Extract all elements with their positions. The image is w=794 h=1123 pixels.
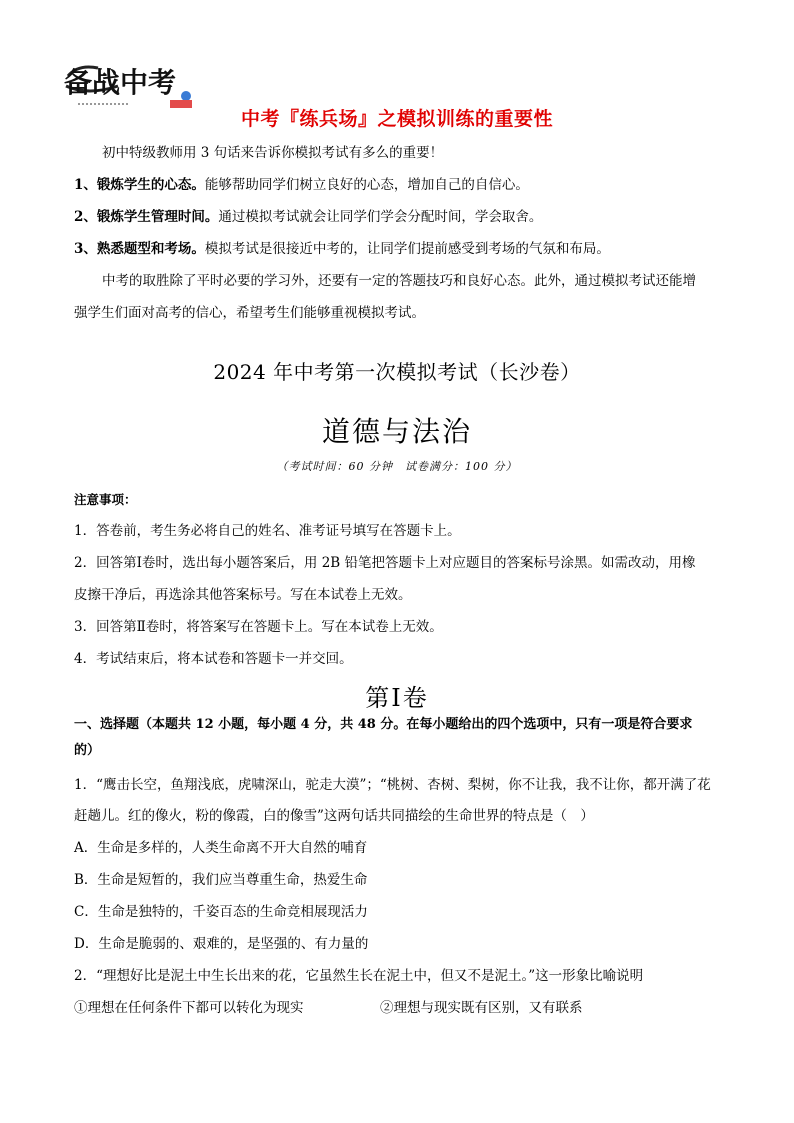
notice-item: 4．考试结束后，将本试卷和答题卡一并交回。 <box>74 651 353 667</box>
q1-stem-line-2: 赶趟儿。红的像火，粉的像霞，白的像雪”这两句话共同描绘的生命世界的特点是（ ） <box>74 808 594 824</box>
point-head: 1、锻炼学生的心态。 <box>74 177 205 193</box>
notice-item: 1．答卷前，考生务必将自己的姓名、准考证号填写在答题卡上。 <box>74 523 461 539</box>
logo-text: 备战中考 <box>64 66 177 99</box>
q1-option-d: D．生命是脆弱的、艰难的，是坚强的、有力量的 <box>74 936 369 952</box>
q1-option-c: C．生命是独特的，千姿百态的生命竞相展现活力 <box>74 904 368 920</box>
promo-closing-line-2: 强学生们面对高考的信心，希望考生们能够重视模拟考试。 <box>74 305 425 321</box>
promo-point-3 <box>74 239 734 259</box>
exam-title: 2024 年中考第一次模拟考试（长沙卷） <box>213 360 581 384</box>
exam-meta: （考试时间：60 分钟 试卷满分：100 分） <box>276 460 518 473</box>
point-body: 通过模拟考试就会让同学们学会分配时间，学会取舍。 <box>218 209 543 225</box>
point-head: 2、锻炼学生管理时间。 <box>74 209 219 225</box>
promo-title: 中考『练兵场』之模拟训练的重要性 <box>240 108 553 130</box>
section-instructions-line-2: 的） <box>74 743 101 758</box>
notice-item: 皮擦干净后，再选涂其他答案标号。写在本试卷上无效。 <box>74 587 412 603</box>
section-title: 第Ⅰ卷 <box>365 684 429 712</box>
point-body: 能够帮助同学们树立良好的心态，增加自己的自信心。 <box>204 177 529 193</box>
q2-stem: 2．“理想好比是泥土中生长出来的花，它虽然生长在泥土中，但又不是泥土。”这一形象比喻说明 <box>74 968 644 984</box>
notice-item: 2．回答第Ⅰ卷时，选出每小题答案后，用 2B 铅笔把答题卡上对应题目的答案标号涂黑。如需改动，用橡 <box>74 555 696 571</box>
promo-intro: 初中特级教师用 3 句话来告诉你模拟考试有多么的重要！ <box>102 145 444 161</box>
q2-option-1: ①理想在任何条件下都可以转化为现实 <box>74 1000 304 1016</box>
point-head: 3、熟悉题型和考场。 <box>74 241 205 257</box>
promo-closing-line-1: 中考的取胜除了平时必要的学习外，还要有一定的答题技巧和良好心态。此外，通过模拟考试还能增 <box>102 273 696 289</box>
point-body: 模拟考试是很接近中考的，让同学们提前感受到考场的气氛和布局。 <box>204 241 610 257</box>
exam-subject: 道德与法治 <box>321 415 472 448</box>
notice-heading: 注意事项： <box>74 492 137 507</box>
q1-option-a: A．生命是多样的，人类生命离不开大自然的哺育 <box>74 840 368 856</box>
notice-item: 3．回答第Ⅱ卷时，将答案写在答题卡上。写在本试卷上无效。 <box>74 619 443 635</box>
q2-option-2: ②理想与现实既有区别，又有联系 <box>380 1000 583 1016</box>
promo-point-1 <box>74 175 734 195</box>
q1-stem-line-1: 1．“鹰击长空，鱼翔浅底，虎啸深山，驼走大漠”；“桃树、杏树、梨树，你不让我，我不让你，都开满了花 <box>74 777 711 793</box>
q1-option-b: B．生命是短暂的，我们应当尊重生命，热爱生命 <box>74 872 368 888</box>
promo-point-2 <box>74 207 734 227</box>
section-instructions-line-1: 一、选择题（本题共 12 小题，每小题 4 分，共 48 分。在每小题给出的四个选项中，只有一项是符合要求 <box>74 717 693 732</box>
